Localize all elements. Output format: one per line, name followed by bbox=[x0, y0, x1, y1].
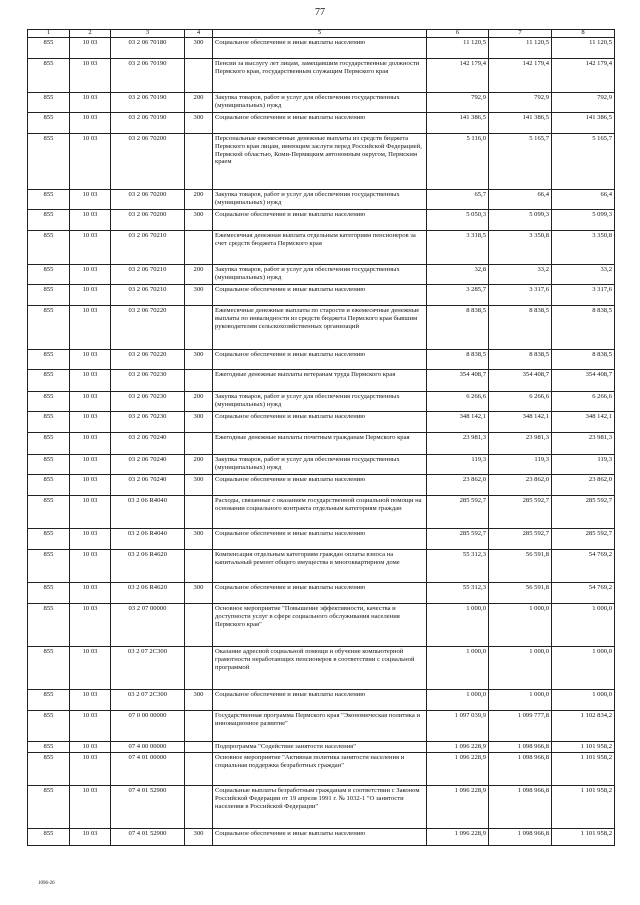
page-number: 77 bbox=[315, 7, 325, 18]
amount-year1-cell: 23 981,3 bbox=[427, 433, 489, 455]
ministry-code-cell: 855 bbox=[28, 93, 70, 113]
description-cell: Расходы, связанные с оказанием государственной социальной помощи на основании социального контракта отдельным категориям граждан bbox=[213, 496, 427, 529]
section-code-cell: 10 03 bbox=[70, 285, 111, 306]
description-cell: Ежегодные денежные выплаты почетным гражданам Пермского края bbox=[213, 433, 427, 455]
section-code-cell: 10 03 bbox=[70, 113, 111, 134]
amount-year3-cell: 119,3 bbox=[552, 455, 615, 475]
description-cell: Социальное обеспечение и иные выплаты населению bbox=[213, 529, 427, 550]
table-row bbox=[28, 753, 615, 786]
section-code-cell: 10 03 bbox=[70, 190, 111, 210]
description-cell: Закупка товаров, работ и услуг для обеспечения государственных (муниципальных) нужд bbox=[213, 93, 427, 113]
amount-year3-cell: 3 350,8 bbox=[552, 231, 615, 265]
table-row bbox=[28, 285, 615, 306]
amount-year3-cell: 1 000,0 bbox=[552, 647, 615, 690]
ministry-code-cell: 855 bbox=[28, 265, 70, 285]
description-cell: Социальное обеспечение и иные выплаты населению bbox=[213, 285, 427, 306]
section-code-cell: 10 03 bbox=[70, 742, 111, 753]
ministry-code-cell: 855 bbox=[28, 753, 70, 786]
amount-year2-cell: 348 142,1 bbox=[489, 412, 552, 433]
expense-type-cell bbox=[185, 306, 213, 350]
table-row bbox=[28, 529, 615, 550]
target-article-cell: 03 2 06 70200 bbox=[111, 210, 185, 231]
description-cell: Ежемесячная денежная выплата отдельным категориям пенсионеров за счет средств бюджета Пермского края bbox=[213, 231, 427, 265]
amount-year3-cell: 285 592,7 bbox=[552, 496, 615, 529]
amount-year2-cell: 142 179,4 bbox=[489, 59, 552, 93]
expense-type-cell: 300 bbox=[185, 529, 213, 550]
amount-year3-cell: 54 769,2 bbox=[552, 583, 615, 604]
amount-year1-cell: 8 838,5 bbox=[427, 350, 489, 370]
target-article-cell: 03 2 06 70240 bbox=[111, 455, 185, 475]
ministry-code-cell: 855 bbox=[28, 604, 70, 647]
ministry-code-cell: 855 bbox=[28, 59, 70, 93]
expense-type-cell bbox=[185, 231, 213, 265]
section-code-cell: 10 03 bbox=[70, 583, 111, 604]
ministry-code-cell: 855 bbox=[28, 190, 70, 210]
amount-year3-cell: 23 862,0 bbox=[552, 475, 615, 496]
description-cell: Социальное обеспечение и иные выплаты населению bbox=[213, 210, 427, 231]
expense-type-cell: 300 bbox=[185, 350, 213, 370]
amount-year3-cell: 1 000,0 bbox=[552, 604, 615, 647]
target-article-cell: 03 2 06 70190 bbox=[111, 93, 185, 113]
amount-year2-cell: 3 350,8 bbox=[489, 231, 552, 265]
expense-type-cell bbox=[185, 753, 213, 786]
amount-year1-cell: 11 120,5 bbox=[427, 38, 489, 59]
ministry-code-cell: 855 bbox=[28, 690, 70, 711]
amount-year3-cell: 33,2 bbox=[552, 265, 615, 285]
expense-type-cell: 300 bbox=[185, 38, 213, 59]
expense-type-cell: 300 bbox=[185, 475, 213, 496]
expense-type-cell bbox=[185, 550, 213, 583]
target-article-cell: 03 2 06 70230 bbox=[111, 370, 185, 392]
ministry-code-cell: 855 bbox=[28, 231, 70, 265]
amount-year1-cell: 1 096 228,9 bbox=[427, 829, 489, 846]
amount-year2-cell: 1 000,0 bbox=[489, 647, 552, 690]
amount-year2-cell: 5 165,7 bbox=[489, 134, 552, 190]
column-header: 7 bbox=[489, 30, 552, 38]
expense-type-cell: 300 bbox=[185, 583, 213, 604]
ministry-code-cell: 855 bbox=[28, 475, 70, 496]
amount-year1-cell: 23 862,0 bbox=[427, 475, 489, 496]
target-article-cell: 03 2 06 R4620 bbox=[111, 550, 185, 583]
target-article-cell: 03 2 06 70220 bbox=[111, 350, 185, 370]
target-article-cell: 03 2 06 70240 bbox=[111, 475, 185, 496]
section-code-cell: 10 03 bbox=[70, 753, 111, 786]
table-row bbox=[28, 59, 615, 93]
expense-type-cell bbox=[185, 370, 213, 392]
amount-year3-cell: 54 769,2 bbox=[552, 550, 615, 583]
table-row bbox=[28, 550, 615, 583]
amount-year2-cell: 11 120,5 bbox=[489, 38, 552, 59]
amount-year2-cell: 6 266,6 bbox=[489, 392, 552, 412]
section-code-cell: 10 03 bbox=[70, 265, 111, 285]
section-code-cell: 10 03 bbox=[70, 829, 111, 846]
expense-type-cell: 300 bbox=[185, 113, 213, 134]
section-code-cell: 10 03 bbox=[70, 786, 111, 829]
section-code-cell: 10 03 bbox=[70, 433, 111, 455]
amount-year3-cell: 354 408,7 bbox=[552, 370, 615, 392]
ministry-code-cell: 855 bbox=[28, 113, 70, 134]
target-article-cell: 03 2 06 70240 bbox=[111, 433, 185, 455]
section-code-cell: 10 03 bbox=[70, 59, 111, 93]
section-code-cell: 10 03 bbox=[70, 134, 111, 190]
amount-year3-cell: 8 838,5 bbox=[552, 306, 615, 350]
column-header: 6 bbox=[427, 30, 489, 38]
amount-year3-cell: 1 102 834,2 bbox=[552, 711, 615, 742]
table-row bbox=[28, 647, 615, 690]
section-code-cell: 10 03 bbox=[70, 370, 111, 392]
target-article-cell: 07 0 00 00000 bbox=[111, 711, 185, 742]
table-row bbox=[28, 392, 615, 412]
amount-year1-cell: 1 096 228,9 bbox=[427, 742, 489, 753]
section-code-cell: 10 03 bbox=[70, 496, 111, 529]
amount-year2-cell: 5 099,3 bbox=[489, 210, 552, 231]
amount-year2-cell: 1 000,0 bbox=[489, 604, 552, 647]
expense-type-cell bbox=[185, 496, 213, 529]
table-row bbox=[28, 113, 615, 134]
description-cell: Основное мероприятие "Активная политика занятости населения и социальная поддержка безработных граждан" bbox=[213, 753, 427, 786]
target-article-cell: 03 2 06 70230 bbox=[111, 412, 185, 433]
target-article-cell: 03 2 06 70200 bbox=[111, 190, 185, 210]
target-article-cell: 07 4 01 52900 bbox=[111, 829, 185, 846]
amount-year2-cell: 56 591,8 bbox=[489, 583, 552, 604]
ministry-code-cell: 855 bbox=[28, 306, 70, 350]
table-row bbox=[28, 412, 615, 433]
amount-year1-cell: 792,9 bbox=[427, 93, 489, 113]
amount-year2-cell: 119,3 bbox=[489, 455, 552, 475]
section-code-cell: 10 03 bbox=[70, 475, 111, 496]
section-code-cell: 10 03 bbox=[70, 711, 111, 742]
amount-year2-cell: 1 000,0 bbox=[489, 690, 552, 711]
amount-year1-cell: 1 096 228,9 bbox=[427, 753, 489, 786]
expense-type-cell bbox=[185, 59, 213, 93]
section-code-cell: 10 03 bbox=[70, 38, 111, 59]
amount-year1-cell: 285 592,7 bbox=[427, 529, 489, 550]
budget-table bbox=[27, 29, 615, 846]
ministry-code-cell: 855 bbox=[28, 38, 70, 59]
amount-year2-cell: 33,2 bbox=[489, 265, 552, 285]
section-code-cell: 10 03 bbox=[70, 455, 111, 475]
expense-type-cell bbox=[185, 604, 213, 647]
expense-type-cell: 200 bbox=[185, 93, 213, 113]
amount-year3-cell: 1 000,0 bbox=[552, 690, 615, 711]
target-article-cell: 03 2 06 70180 bbox=[111, 38, 185, 59]
amount-year3-cell: 142 179,4 bbox=[552, 59, 615, 93]
description-cell: Пенсии за выслугу лет лицам, замещавшим государственные должности Пермского края, государственным служащим Пермского края bbox=[213, 59, 427, 93]
amount-year3-cell: 141 386,5 bbox=[552, 113, 615, 134]
section-code-cell: 10 03 bbox=[70, 604, 111, 647]
ministry-code-cell: 855 bbox=[28, 829, 70, 846]
ministry-code-cell: 855 bbox=[28, 134, 70, 190]
amount-year2-cell: 23 981,3 bbox=[489, 433, 552, 455]
amount-year2-cell: 141 386,5 bbox=[489, 113, 552, 134]
ministry-code-cell: 855 bbox=[28, 550, 70, 583]
expense-type-cell bbox=[185, 786, 213, 829]
amount-year1-cell: 1 096 228,9 bbox=[427, 786, 489, 829]
section-code-cell: 10 03 bbox=[70, 550, 111, 583]
column-header: 2 bbox=[70, 30, 111, 38]
description-cell: Социальное обеспечение и иные выплаты населению bbox=[213, 113, 427, 134]
description-cell: Персональные ежемесячные денежные выплаты из средств бюджета Пермского края лицам, имеющим заслуги перед Российской Федерацией, Пермской областью, Коми-Пермяцким автономным округом, Пермским краем bbox=[213, 134, 427, 190]
target-article-cell: 03 2 06 70220 bbox=[111, 306, 185, 350]
expense-type-cell: 300 bbox=[185, 412, 213, 433]
table-row bbox=[28, 306, 615, 350]
expense-type-cell: 200 bbox=[185, 265, 213, 285]
description-cell: Социальное обеспечение и иные выплаты населению bbox=[213, 38, 427, 59]
description-cell: Социальное обеспечение и иные выплаты населению bbox=[213, 475, 427, 496]
description-cell: Закупка товаров, работ и услуг для обеспечения государственных (муниципальных) нужд bbox=[213, 265, 427, 285]
description-cell: Компенсация отдельным категориям граждан оплаты взноса на капитальный ремонт общего имущества в многоквартирном доме bbox=[213, 550, 427, 583]
description-cell: Закупка товаров, работ и услуг для обеспечения государственных (муниципальных) нужд bbox=[213, 455, 427, 475]
amount-year3-cell: 285 592,7 bbox=[552, 529, 615, 550]
amount-year2-cell: 1 098 966,8 bbox=[489, 742, 552, 753]
ministry-code-cell: 855 bbox=[28, 412, 70, 433]
amount-year1-cell: 1 000,0 bbox=[427, 604, 489, 647]
table-row bbox=[28, 711, 615, 742]
table-row bbox=[28, 210, 615, 231]
table-row bbox=[28, 496, 615, 529]
expense-type-cell bbox=[185, 742, 213, 753]
description-cell: Социальное обеспечение и иные выплаты населению bbox=[213, 583, 427, 604]
description-cell: Социальные выплаты безработным гражданам в соответствии с Законом Российской Федерации от 19 апреля 1991 г. № 1032-1 "О занятости населения в Российской Федерации" bbox=[213, 786, 427, 829]
amount-year3-cell: 23 981,3 bbox=[552, 433, 615, 455]
column-header: 8 bbox=[552, 30, 615, 38]
column-header: 1 bbox=[28, 30, 70, 38]
table-row bbox=[28, 231, 615, 265]
amount-year2-cell: 8 838,5 bbox=[489, 306, 552, 350]
ministry-code-cell: 855 bbox=[28, 496, 70, 529]
target-article-cell: 03 2 06 70210 bbox=[111, 231, 185, 265]
target-article-cell: 03 2 06 70230 bbox=[111, 392, 185, 412]
expense-type-cell: 200 bbox=[185, 392, 213, 412]
amount-year2-cell: 1 098 966,8 bbox=[489, 753, 552, 786]
column-header: 5 bbox=[213, 30, 427, 38]
section-code-cell: 10 03 bbox=[70, 392, 111, 412]
amount-year3-cell: 3 317,6 bbox=[552, 285, 615, 306]
amount-year1-cell: 32,8 bbox=[427, 265, 489, 285]
section-code-cell: 10 03 bbox=[70, 529, 111, 550]
amount-year3-cell: 1 101 958,2 bbox=[552, 753, 615, 786]
description-cell: Социальное обеспечение и иные выплаты населению bbox=[213, 829, 427, 846]
column-header: 4 bbox=[185, 30, 213, 38]
section-code-cell: 10 03 bbox=[70, 690, 111, 711]
ministry-code-cell: 855 bbox=[28, 433, 70, 455]
target-article-cell: 03 2 06 70210 bbox=[111, 285, 185, 306]
expense-type-cell: 200 bbox=[185, 455, 213, 475]
amount-year1-cell: 3 285,7 bbox=[427, 285, 489, 306]
expense-type-cell bbox=[185, 647, 213, 690]
amount-year1-cell: 1 000,0 bbox=[427, 647, 489, 690]
amount-year3-cell: 66,4 bbox=[552, 190, 615, 210]
amount-year1-cell: 5 116,0 bbox=[427, 134, 489, 190]
amount-year3-cell: 1 101 958,2 bbox=[552, 742, 615, 753]
expense-type-cell: 300 bbox=[185, 210, 213, 231]
description-cell: Социальное обеспечение и иные выплаты населению bbox=[213, 350, 427, 370]
expense-type-cell: 300 bbox=[185, 285, 213, 306]
target-article-cell: 03 2 06 70190 bbox=[111, 113, 185, 134]
amount-year1-cell: 8 838,5 bbox=[427, 306, 489, 350]
amount-year2-cell: 792,9 bbox=[489, 93, 552, 113]
table-row bbox=[28, 433, 615, 455]
section-code-cell: 10 03 bbox=[70, 647, 111, 690]
ministry-code-cell: 855 bbox=[28, 210, 70, 231]
ministry-code-cell: 855 bbox=[28, 647, 70, 690]
ministry-code-cell: 855 bbox=[28, 742, 70, 753]
description-cell: Оказание адресной социальной помощи и обучение компьютерной грамотности неработающих пенсионеров в соответствии с социальной программой bbox=[213, 647, 427, 690]
expense-type-cell bbox=[185, 134, 213, 190]
description-cell: Закупка товаров, работ и услуг для обеспечения государственных (муниципальных) нужд bbox=[213, 392, 427, 412]
section-code-cell: 10 03 bbox=[70, 306, 111, 350]
amount-year1-cell: 3 318,5 bbox=[427, 231, 489, 265]
amount-year3-cell: 348 142,1 bbox=[552, 412, 615, 433]
amount-year1-cell: 55 312,3 bbox=[427, 583, 489, 604]
table-row bbox=[28, 786, 615, 829]
ministry-code-cell: 855 bbox=[28, 786, 70, 829]
amount-year3-cell: 1 101 958,2 bbox=[552, 786, 615, 829]
target-article-cell: 03 2 06 R4040 bbox=[111, 529, 185, 550]
description-cell: Ежемесячные денежные выплаты по старости и ежемесячные денежные выплаты по инвалидности из средств бюджета Пермского края бывшим руководителям сельскохозяйственных организаций bbox=[213, 306, 427, 350]
table-row bbox=[28, 93, 615, 113]
amount-year2-cell: 23 862,0 bbox=[489, 475, 552, 496]
amount-year2-cell: 354 408,7 bbox=[489, 370, 552, 392]
target-article-cell: 03 2 06 70200 bbox=[111, 134, 185, 190]
footer-code: 1096-26 bbox=[38, 881, 55, 886]
ministry-code-cell: 855 bbox=[28, 392, 70, 412]
target-article-cell: 03 2 06 70210 bbox=[111, 265, 185, 285]
target-article-cell: 03 2 06 70190 bbox=[111, 59, 185, 93]
expense-type-cell bbox=[185, 711, 213, 742]
description-cell: Государственная программа Пермского края "Экономическая политика и инновационное развитие" bbox=[213, 711, 427, 742]
expense-type-cell: 300 bbox=[185, 829, 213, 846]
section-code-cell: 10 03 bbox=[70, 412, 111, 433]
amount-year3-cell: 6 266,6 bbox=[552, 392, 615, 412]
target-article-cell: 07 4 01 52900 bbox=[111, 786, 185, 829]
amount-year1-cell: 6 266,6 bbox=[427, 392, 489, 412]
table-row bbox=[28, 583, 615, 604]
ministry-code-cell: 855 bbox=[28, 370, 70, 392]
table-row bbox=[28, 265, 615, 285]
ministry-code-cell: 855 bbox=[28, 583, 70, 604]
table-body bbox=[28, 38, 615, 846]
target-article-cell: 03 2 07 00000 bbox=[111, 604, 185, 647]
table-row bbox=[28, 604, 615, 647]
amount-year1-cell: 285 592,7 bbox=[427, 496, 489, 529]
target-article-cell: 03 2 07 2С300 bbox=[111, 647, 185, 690]
amount-year1-cell: 1 097 039,9 bbox=[427, 711, 489, 742]
ministry-code-cell: 855 bbox=[28, 455, 70, 475]
expense-type-cell bbox=[185, 433, 213, 455]
amount-year2-cell: 1 098 966,8 bbox=[489, 829, 552, 846]
ministry-code-cell: 855 bbox=[28, 529, 70, 550]
description-cell: Основное мероприятие "Повышение эффективности, качества и доступности услуг в сфере социального обслуживания населения Пермского края" bbox=[213, 604, 427, 647]
section-code-cell: 10 03 bbox=[70, 93, 111, 113]
amount-year1-cell: 5 050,3 bbox=[427, 210, 489, 231]
description-cell: Закупка товаров, работ и услуг для обеспечения государственных (муниципальных) нужд bbox=[213, 190, 427, 210]
amount-year2-cell: 285 592,7 bbox=[489, 529, 552, 550]
amount-year2-cell: 66,4 bbox=[489, 190, 552, 210]
amount-year1-cell: 141 386,5 bbox=[427, 113, 489, 134]
table-row bbox=[28, 370, 615, 392]
table-row bbox=[28, 190, 615, 210]
amount-year1-cell: 348 142,1 bbox=[427, 412, 489, 433]
target-article-cell: 07 4 01 00000 bbox=[111, 753, 185, 786]
target-article-cell: 03 2 06 R4620 bbox=[111, 583, 185, 604]
amount-year1-cell: 354 408,7 bbox=[427, 370, 489, 392]
amount-year3-cell: 5 165,7 bbox=[552, 134, 615, 190]
target-article-cell: 03 2 06 R4040 bbox=[111, 496, 185, 529]
table-row bbox=[28, 742, 615, 753]
section-code-cell: 10 03 bbox=[70, 350, 111, 370]
table-row bbox=[28, 134, 615, 190]
amount-year2-cell: 1 098 966,8 bbox=[489, 786, 552, 829]
table-row bbox=[28, 690, 615, 711]
amount-year1-cell: 65,7 bbox=[427, 190, 489, 210]
target-article-cell: 07 4 00 00000 bbox=[111, 742, 185, 753]
amount-year2-cell: 3 317,6 bbox=[489, 285, 552, 306]
section-code-cell: 10 03 bbox=[70, 210, 111, 231]
header-row bbox=[28, 30, 615, 38]
ministry-code-cell: 855 bbox=[28, 350, 70, 370]
description-cell: Подпрограмма "Содействие занятости населения" bbox=[213, 742, 427, 753]
description-cell: Социальное обеспечение и иные выплаты населению bbox=[213, 412, 427, 433]
expense-type-cell: 300 bbox=[185, 690, 213, 711]
description-cell: Ежегодные денежные выплаты ветеранам труда Пермского края bbox=[213, 370, 427, 392]
table-row bbox=[28, 829, 615, 846]
amount-year3-cell: 5 099,3 bbox=[552, 210, 615, 231]
table-row bbox=[28, 38, 615, 59]
table-row bbox=[28, 350, 615, 370]
amount-year1-cell: 142 179,4 bbox=[427, 59, 489, 93]
amount-year2-cell: 285 592,7 bbox=[489, 496, 552, 529]
amount-year3-cell: 11 120,5 bbox=[552, 38, 615, 59]
section-code-cell: 10 03 bbox=[70, 231, 111, 265]
ministry-code-cell: 855 bbox=[28, 711, 70, 742]
amount-year1-cell: 1 000,0 bbox=[427, 690, 489, 711]
amount-year3-cell: 8 838,5 bbox=[552, 350, 615, 370]
column-header: 3 bbox=[111, 30, 185, 38]
table-row bbox=[28, 475, 615, 496]
target-article-cell: 03 2 07 2С300 bbox=[111, 690, 185, 711]
amount-year3-cell: 792,9 bbox=[552, 93, 615, 113]
amount-year3-cell: 1 101 958,2 bbox=[552, 829, 615, 846]
expense-type-cell: 200 bbox=[185, 190, 213, 210]
table-row bbox=[28, 455, 615, 475]
amount-year2-cell: 8 838,5 bbox=[489, 350, 552, 370]
ministry-code-cell: 855 bbox=[28, 285, 70, 306]
amount-year2-cell: 1 099 777,8 bbox=[489, 711, 552, 742]
amount-year2-cell: 56 591,8 bbox=[489, 550, 552, 583]
description-cell: Социальное обеспечение и иные выплаты населению bbox=[213, 690, 427, 711]
amount-year1-cell: 55 312,3 bbox=[427, 550, 489, 583]
amount-year1-cell: 119,3 bbox=[427, 455, 489, 475]
